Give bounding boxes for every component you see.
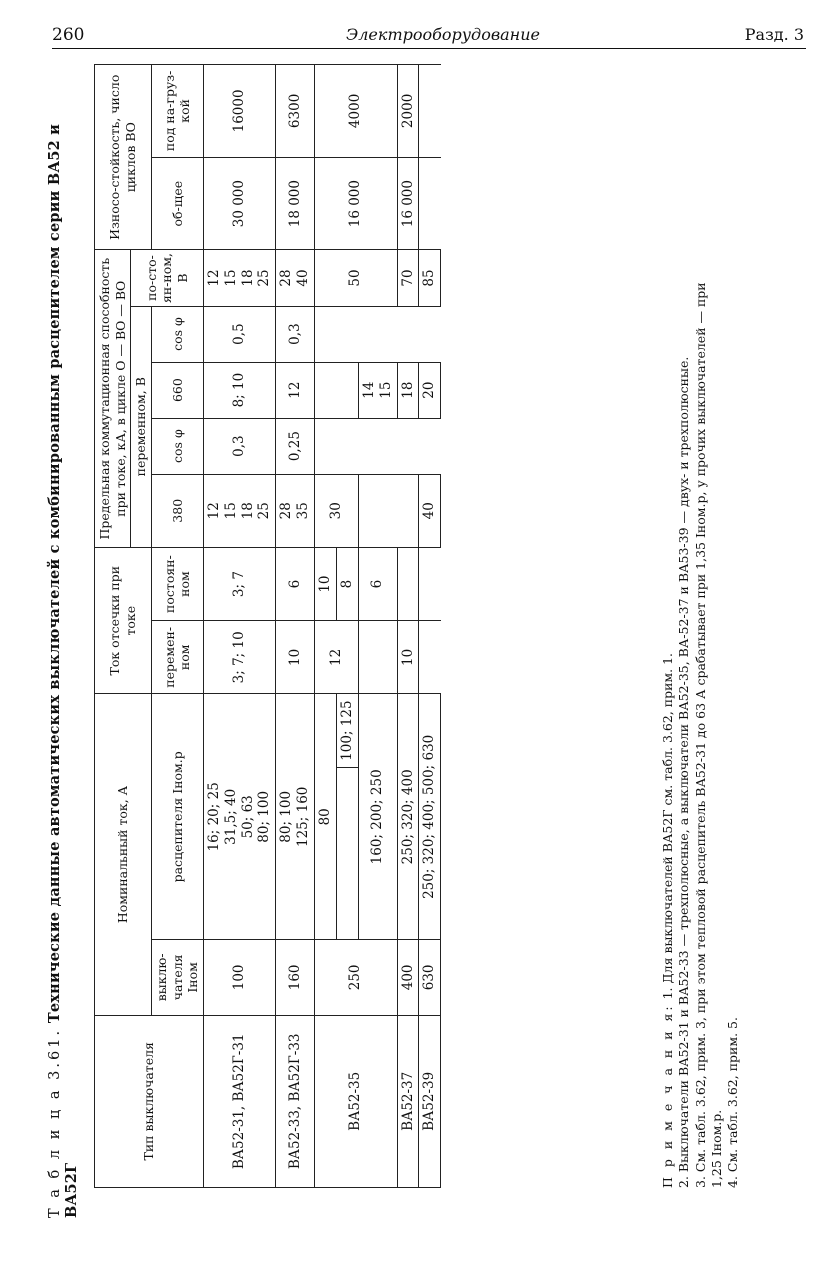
table-row bbox=[203, 65, 276, 1188]
cell-660 bbox=[315, 362, 359, 418]
cell-wear-total: 16 000 bbox=[397, 157, 419, 250]
cell-cut-ac: 3; 7; 10 bbox=[203, 621, 276, 694]
note-2: 2. Выключатели ВА52-31 и ВА52-33 — трехполюсные, а выключатели ВА52-35, ВА-52-37 и ВА53-39 — двух- и трехполюсные. bbox=[676, 356, 692, 1188]
cell-type: ВА52-39 bbox=[419, 1015, 441, 1187]
cell-breaker: 630 bbox=[419, 940, 441, 1015]
notes-label: П р и м е ч а н и я: bbox=[660, 1003, 675, 1188]
cell-dc: 12 15 18 25 bbox=[203, 250, 276, 306]
cell-cut-dc: 6 bbox=[276, 547, 315, 620]
cell-380: 12 15 18 25 bbox=[203, 474, 276, 547]
cell-breaker: 400 bbox=[397, 940, 419, 1015]
cell-wear-total: 16 000 bbox=[315, 157, 398, 250]
cell-cut-dc: 8 bbox=[336, 547, 358, 620]
cell-wear-load: 2000 bbox=[397, 65, 419, 158]
cell-dc: 28 40 bbox=[276, 250, 315, 306]
note-3-cont: 1,25 Iном.р. bbox=[708, 1109, 724, 1188]
cell-release: 250; 320; 400 bbox=[397, 694, 419, 940]
cell-cut-ac: 12 bbox=[315, 621, 359, 694]
header-cutoff-dc: постоян-ном bbox=[151, 547, 203, 620]
cell-cos2: 0,3 bbox=[276, 306, 315, 362]
table-row bbox=[315, 65, 337, 1188]
cell-dc: 70 bbox=[397, 250, 419, 306]
cell-wear-load-empty bbox=[419, 65, 441, 158]
cell-release-indent bbox=[336, 767, 358, 939]
cell-660: 18 bbox=[397, 362, 419, 418]
cell-660: 20 bbox=[419, 362, 441, 418]
cell-380: 30 bbox=[315, 474, 359, 547]
header-rule bbox=[52, 48, 806, 49]
header-cutoff-ac: перемен-ном bbox=[151, 621, 203, 694]
cell-wear-total: 30 000 bbox=[203, 157, 276, 250]
header-wear-total: об-щее bbox=[151, 157, 203, 250]
cell-breaker: 100 bbox=[203, 940, 276, 1015]
header-cos2: cos φ bbox=[151, 306, 203, 362]
cell-380-empty bbox=[358, 474, 419, 547]
cell-660: 8; 10 bbox=[203, 362, 276, 418]
cell-cos2: 0,5 bbox=[203, 306, 276, 362]
running-title: Электрооборудование bbox=[346, 25, 540, 44]
cell-release: 100; 125 bbox=[336, 694, 358, 767]
cell-cut-dc: 3; 7 bbox=[203, 547, 276, 620]
cell-cos2-empty bbox=[315, 306, 441, 362]
header-660: 660 bbox=[151, 362, 203, 418]
cell-cos1-empty bbox=[315, 418, 441, 474]
cell-type: ВА52-33, ВА52Г-33 bbox=[276, 1015, 315, 1187]
cell-cut-ac: 10 bbox=[276, 621, 315, 694]
header-capacity: Предельная коммутационная способность при токе, кА, в цикле О — ВО — ВО bbox=[95, 250, 131, 547]
cell-breaker: 250 bbox=[315, 940, 398, 1015]
note-4: 4. См. табл. 3.62, прим. 5. bbox=[725, 1017, 740, 1188]
cell-cut-ac-empty bbox=[358, 621, 397, 694]
cell-release: 80; 100 125; 160 bbox=[276, 694, 315, 940]
cell-wear-load: 4000 bbox=[315, 65, 398, 158]
page-header bbox=[52, 22, 804, 48]
cell-wear-total: 18 000 bbox=[276, 157, 315, 250]
cell-cut-dc: 10 bbox=[315, 547, 337, 620]
cell-release: 16; 20; 25 31,5; 40 50; 63 80; 100 bbox=[203, 694, 276, 940]
cell-cut-ac: 10 bbox=[397, 621, 419, 694]
header-type: Тип выключателя bbox=[95, 1015, 204, 1187]
table-title: Технические данные автоматических выключателей с комбинированным расцепителем серии ВА52 и ВА52Г bbox=[46, 123, 80, 1218]
header-wear-load: под на-груз-кой bbox=[151, 65, 203, 158]
cell-type: ВА52-31, ВА52Г-31 bbox=[203, 1015, 276, 1187]
header-wear: Износо-стойкость, число циклов ВО bbox=[95, 65, 152, 250]
cell-wear-load: 16000 bbox=[203, 65, 276, 158]
header-cutoff: Ток отсечки при токе bbox=[95, 547, 152, 694]
cell-wear-total-empty bbox=[419, 157, 441, 250]
rotated-content bbox=[44, 68, 804, 1218]
cell-breaker: 160 bbox=[276, 940, 315, 1015]
table-label: Т а б л и ц а 3.61. bbox=[47, 1027, 63, 1218]
cell-cos1: 0,3 bbox=[203, 418, 276, 474]
cell-cut-ac-empty bbox=[419, 621, 441, 694]
cell-cut-dc-empty bbox=[419, 547, 441, 620]
specs-table bbox=[94, 64, 441, 1188]
cell-type: ВА52-35 bbox=[315, 1015, 398, 1187]
note-1: 1. Для выключателей ВА52Г см. табл. 3.62, прим. 1. bbox=[660, 652, 675, 1000]
cell-cut-dc: 6 bbox=[358, 547, 397, 620]
header-capacity-dc: по-сто-ян-ном, В bbox=[131, 250, 204, 306]
cell-cos1: 0,25 bbox=[276, 418, 315, 474]
cell-type: ВА52-37 bbox=[397, 1015, 419, 1187]
cell-wear-load: 6300 bbox=[276, 65, 315, 158]
table-row bbox=[397, 65, 419, 1188]
cell-release: 160; 200; 250 bbox=[358, 694, 397, 940]
cell-dc: 50 bbox=[315, 250, 398, 306]
section-label: Разд. 3 bbox=[744, 25, 804, 44]
cell-cut-dc-empty bbox=[397, 547, 419, 620]
header-breaker: выклю-чателя Iном bbox=[151, 940, 203, 1015]
header-rated-current: Номинальный ток, А bbox=[95, 694, 152, 1015]
table-row bbox=[419, 65, 441, 1188]
table-row bbox=[276, 65, 315, 1188]
page-number: 260 bbox=[52, 25, 85, 45]
note-3: 3. См. табл. 3.62, прим. 3, при этом тепловой расцепитель ВА52-31 до 63 А срабатывает при 1,35 Iном.р, у прочих выключателей — при bbox=[692, 282, 708, 1188]
header-release: расцепителя Iном.р bbox=[151, 694, 203, 940]
cell-380: 40 bbox=[419, 474, 441, 547]
cell-660: 12 bbox=[276, 362, 315, 418]
header-capacity-ac: переменном, В bbox=[131, 306, 152, 547]
cell-dc: 85 bbox=[419, 250, 441, 306]
cell-380: 28 35 bbox=[276, 474, 315, 547]
table-caption bbox=[46, 68, 80, 1218]
cell-release: 250; 320; 400; 500; 630 bbox=[419, 694, 441, 940]
cell-release: 80 bbox=[315, 694, 337, 940]
table-notes bbox=[660, 78, 741, 1188]
header-380: 380 bbox=[151, 474, 203, 547]
cell-660: 14 15 bbox=[358, 362, 397, 418]
header-cos1: cos φ bbox=[151, 418, 203, 474]
